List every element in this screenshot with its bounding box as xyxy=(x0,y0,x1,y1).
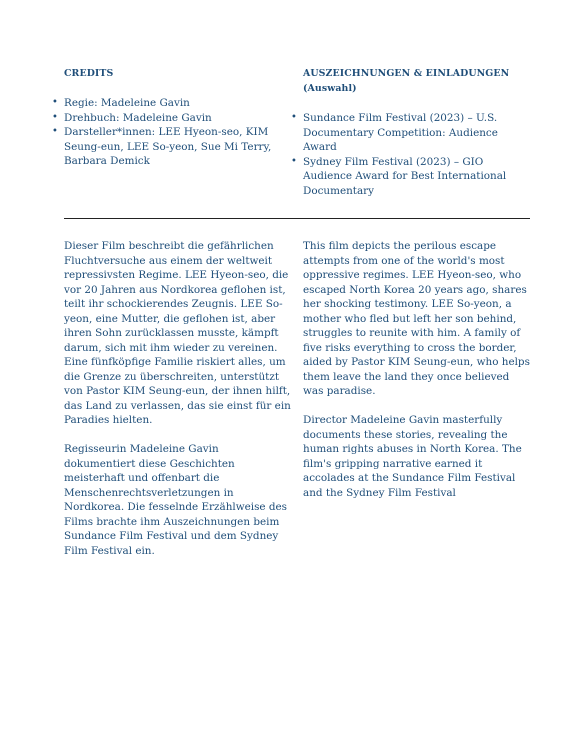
credits-item xyxy=(52,111,292,126)
bullet-icon: • xyxy=(52,126,58,137)
synopsis-english-paragraph: Director Madeleine Gavin masterfully documents these stories, revealing the human rights abuses in North Korea. The film's gripping narrative earned it accolades at the Sundance Film Festival and the Sydney Film Festival xyxy=(303,414,522,499)
credits-section xyxy=(52,66,292,169)
awards-heading-title: AUSZEICHNUNGEN & EINLADUNGEN xyxy=(303,68,510,79)
credits-item xyxy=(52,96,292,111)
bullet-icon: • xyxy=(291,155,297,167)
synopsis-english xyxy=(303,239,531,515)
awards-list xyxy=(291,111,531,198)
bullet-icon: • xyxy=(52,97,58,108)
synopsis-german-paragraph: Regisseurin Madeleine Gavin dokumentiert diese Geschichten meisterhaft und offenbart die Menschenrechtsverletzungen in Nordkorea. Die fesselnde Erzählweise des Films brachte ihm Auszeichnungen beim Sundance Film Festival und dem Sydney Film Festival ein. xyxy=(64,443,287,557)
awards-heading xyxy=(303,66,531,96)
credits-heading: CREDITS xyxy=(64,68,114,79)
awards-heading-subtitle: (Auswahl) xyxy=(303,83,357,94)
bullet-icon: • xyxy=(52,111,58,123)
credits-item xyxy=(52,125,292,169)
credits-item-text: Regie: Madeleine Gavin xyxy=(64,97,190,109)
credits-list xyxy=(52,96,292,169)
awards-item xyxy=(291,155,531,199)
synopsis-german xyxy=(64,239,292,573)
awards-section xyxy=(291,66,531,198)
awards-item-text: Sundance Film Festival (2023) – U.S. Documentary Competition: Audience Award xyxy=(303,112,498,153)
synopsis-english-paragraph: This film depicts the perilous escape attempts from one of the world's most oppressive regimes. LEE Hyeon-seo, who escaped North Korea 20 years ago, shares her shocking testimony. LEE So-yeon, a mother who fled but left her son behind, struggles to reunite with him. A family of five risks everything to cross the border, aided by Pastor KIM Seung-eun, who helps them leave the land they once believed was paradise. xyxy=(303,240,530,397)
synopsis-german-paragraph: Dieser Film beschreibt die gefährlichen Fluchtversuche aus einem der weltweit repressivsten Regime. LEE Hyeon-seo, die vor 20 Jahren aus Nordkorea geflohen ist, teilt ihr schockierendes Zeugnis. LEE So-yeon, eine Mutter, die geflohen ist, aber ihren Sohn zurücklassen musste, kämpft darum, sich mit ihm wieder zu vereinen. Eine fünfköpfige Familie riskiert alles, um die Grenze zu überschreiten, unterstützt von Pastor KIM Seung-eun, der ihnen hilft, das Land zu verlassen, das sie einst für ein Paradies hielten. xyxy=(64,240,291,426)
bullet-icon: • xyxy=(291,112,297,123)
credits-item-text: Drehbuch: Madeleine Gavin xyxy=(64,111,212,124)
section-divider xyxy=(64,218,530,219)
awards-item xyxy=(291,111,531,155)
credits-item-text: Darsteller*innen: LEE Hyeon-seo, KIM Seung-eun, LEE So-yeon, Sue Mi Terry, Barbara Demick xyxy=(64,126,272,167)
awards-item-text: Sydney Film Festival (2023) – GIO Audience Award for Best International Documentary xyxy=(303,155,507,197)
